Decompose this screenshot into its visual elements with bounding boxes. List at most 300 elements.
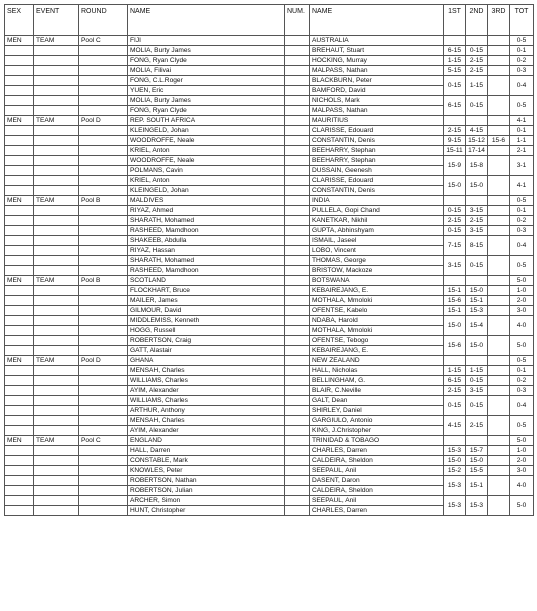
blank-cell	[34, 56, 79, 66]
blank-cell	[5, 76, 34, 86]
second-game-score: 15-0	[466, 176, 488, 196]
team-name: ENGLAND	[128, 436, 285, 446]
blank-cell	[34, 296, 79, 306]
second-game-score: 15-0	[466, 286, 488, 296]
num-cell	[285, 296, 310, 306]
score-cell	[466, 356, 488, 366]
blank-cell	[79, 56, 128, 66]
num-cell	[285, 436, 310, 446]
blank-cell	[79, 186, 128, 196]
opponent-player-name: CLARISSE, Edouard	[310, 176, 444, 186]
blank-cell	[79, 306, 128, 316]
score-cell	[488, 276, 510, 286]
blank-cell	[79, 376, 128, 386]
num-cell	[285, 346, 310, 356]
player-name: MENSAH, Charles	[128, 366, 285, 376]
first-game-score: 2-15	[444, 386, 466, 396]
blank-cell	[79, 46, 128, 56]
player-name: FONG, Ryan Clyde	[128, 56, 285, 66]
group-header-row	[5, 356, 534, 366]
second-game-score: 15-0	[466, 336, 488, 356]
blank-cell	[34, 266, 79, 276]
blank-cell	[5, 366, 34, 376]
num-cell	[285, 206, 310, 216]
team-name: SCOTLAND	[128, 276, 285, 286]
num-cell	[285, 356, 310, 366]
num-cell	[285, 146, 310, 156]
opponent-player-name: GARGIULO, Antonio	[310, 416, 444, 426]
player-name: FLOCKHART, Bruce	[128, 286, 285, 296]
opponent-player-name: HALL, Nicholas	[310, 366, 444, 376]
blank-cell	[5, 466, 34, 476]
opponent-player-name: DUSSAIN, Geenesh	[310, 166, 444, 176]
third-game-score	[488, 256, 510, 276]
opponent-player-name: KEBAIREJANG, E.	[310, 286, 444, 296]
match-total: 0-1	[510, 46, 534, 56]
blank-cell	[5, 166, 34, 176]
player-name: MOLIA, Burty James	[128, 96, 285, 106]
match-row	[5, 456, 534, 466]
round-cell: Pool D	[79, 116, 128, 126]
event-cell: TEAM	[34, 436, 79, 446]
first-game-score: 0-15	[444, 396, 466, 416]
match-total: 0-3	[510, 66, 534, 76]
num-cell	[285, 406, 310, 416]
third-game-score	[488, 456, 510, 466]
opponent-player-name: THOMAS, George	[310, 256, 444, 266]
player-name: ARTHUR, Anthony	[128, 406, 285, 416]
num-cell	[285, 286, 310, 296]
player-name: CONSTABLE, Mark	[128, 456, 285, 466]
first-game-score: 6-15	[444, 376, 466, 386]
results-sheet	[4, 4, 533, 607]
match-row	[5, 366, 534, 376]
blank-cell	[34, 486, 79, 496]
team-name: MALDIVES	[128, 196, 285, 206]
num-cell	[285, 396, 310, 406]
blank-cell	[5, 176, 34, 186]
blank-cell	[5, 306, 34, 316]
blank-cell	[5, 446, 34, 456]
opponent-player-name: CALDEIRA, Sheldon	[310, 486, 444, 496]
event-cell: TEAM	[34, 196, 79, 206]
second-game-score: 15-1	[466, 296, 488, 306]
blank-cell	[5, 426, 34, 436]
opponent-team-name: INDIA	[310, 196, 444, 206]
blank-cell	[5, 216, 34, 226]
blank-cell	[5, 506, 34, 516]
blank-cell	[34, 326, 79, 336]
first-game-score: 15-0	[444, 176, 466, 196]
num-cell	[285, 36, 310, 46]
opponent-player-name: OFENTSE, Tebogo	[310, 336, 444, 346]
third-game-score	[488, 466, 510, 476]
match-total: 4-0	[510, 316, 534, 336]
third-game-score	[488, 46, 510, 56]
blank-cell	[34, 66, 79, 76]
match-total: 4-0	[510, 476, 534, 496]
blank-cell	[5, 496, 34, 506]
match-total: 0-4	[510, 76, 534, 96]
second-game-score: 3-15	[466, 206, 488, 216]
second-game-score: 2-15	[466, 66, 488, 76]
blank-cell	[34, 376, 79, 386]
third-game-score	[488, 446, 510, 456]
blank-cell	[79, 336, 128, 346]
blank-cell	[34, 46, 79, 56]
team-total: 4-1	[510, 116, 534, 126]
blank-cell	[34, 126, 79, 136]
match-total: 0-5	[510, 96, 534, 116]
score-cell	[444, 36, 466, 46]
opponent-player-name: KANETKAR, Nikhil	[310, 216, 444, 226]
player-name: WILLIAMS, Charles	[128, 376, 285, 386]
first-game-score: 15-0	[444, 456, 466, 466]
blank-cell	[79, 346, 128, 356]
blank-cell	[79, 426, 128, 436]
num-cell	[285, 166, 310, 176]
third-game-score	[488, 76, 510, 96]
match-total: 3-0	[510, 466, 534, 476]
opponent-player-name: NICHOLS, Mark	[310, 96, 444, 106]
blank-cell	[79, 136, 128, 146]
group-header-row	[5, 436, 534, 446]
player-name: GATT, Alastair	[128, 346, 285, 356]
match-row	[5, 206, 534, 216]
match-total: 0-1	[510, 366, 534, 376]
opponent-player-name: BREHAUT, Stuart	[310, 46, 444, 56]
match-row	[5, 96, 534, 106]
match-total: 1-0	[510, 286, 534, 296]
opponent-player-name: GUPTA, Abhinshyam	[310, 226, 444, 236]
blank-cell	[5, 376, 34, 386]
blank-cell	[79, 296, 128, 306]
blank-cell	[5, 96, 34, 106]
first-game-score: 0-15	[444, 76, 466, 96]
player-name: AYIM, Alexander	[128, 426, 285, 436]
second-game-score: 0-15	[466, 46, 488, 56]
blank-cell	[5, 336, 34, 346]
blank-cell	[34, 446, 79, 456]
opponent-player-name: SEEPAUL, Anil	[310, 496, 444, 506]
first-game-score: 15-11	[444, 146, 466, 156]
first-game-score: 15-6	[444, 336, 466, 356]
match-row	[5, 126, 534, 136]
num-cell	[285, 496, 310, 506]
match-row	[5, 386, 534, 396]
blank-cell	[79, 366, 128, 376]
first-game-score: 6-15	[444, 96, 466, 116]
blank-cell	[79, 446, 128, 456]
first-game-score: 2-15	[444, 126, 466, 136]
blank-cell	[5, 226, 34, 236]
match-row	[5, 286, 534, 296]
header-name: NAME	[128, 5, 285, 36]
second-game-score: 17-14	[466, 146, 488, 156]
match-total: 0-3	[510, 386, 534, 396]
second-game-score: 0-15	[466, 396, 488, 416]
opponent-player-name: BLAIR, C.Neville	[310, 386, 444, 396]
blank-cell	[34, 106, 79, 116]
match-total: 0-2	[510, 216, 534, 226]
first-game-score: 9-15	[444, 136, 466, 146]
match-row	[5, 156, 534, 166]
blank-cell	[34, 316, 79, 326]
opponent-player-name: CHARLES, Darren	[310, 446, 444, 456]
first-game-score: 4-15	[444, 416, 466, 436]
sex-cell: MEN	[5, 36, 34, 46]
header-row	[5, 5, 534, 36]
blank-cell	[5, 126, 34, 136]
match-row	[5, 306, 534, 316]
opponent-player-name: CLARISSE, Edouard	[310, 126, 444, 136]
blank-cell	[5, 476, 34, 486]
num-cell	[285, 236, 310, 246]
num-cell	[285, 46, 310, 56]
score-cell	[466, 116, 488, 126]
third-game-score	[488, 236, 510, 256]
player-name: HOGG, Russell	[128, 326, 285, 336]
player-name: ROBERTSON, Julian	[128, 486, 285, 496]
num-cell	[285, 386, 310, 396]
opponent-player-name: LOBO, Vincent	[310, 246, 444, 256]
blank-cell	[79, 286, 128, 296]
num-cell	[285, 456, 310, 466]
match-total: 3-0	[510, 306, 534, 316]
first-game-score: 0-15	[444, 206, 466, 216]
num-cell	[285, 246, 310, 256]
blank-cell	[79, 246, 128, 256]
player-name: MENSAH, Charles	[128, 416, 285, 426]
first-game-score: 7-15	[444, 236, 466, 256]
blank-cell	[5, 286, 34, 296]
third-game-score	[488, 416, 510, 436]
score-cell	[488, 36, 510, 46]
opponent-player-name: MOTHALA, Mmoloki	[310, 326, 444, 336]
opponent-player-name: BLACKBURN, Peter	[310, 76, 444, 86]
header-first-game: 1ST	[444, 5, 466, 36]
match-total: 5-0	[510, 496, 534, 516]
match-total: 0-2	[510, 376, 534, 386]
third-game-score	[488, 206, 510, 216]
opponent-player-name: BEEHARRY, Stephan	[310, 146, 444, 156]
third-game-score	[488, 96, 510, 116]
first-game-score: 15-3	[444, 476, 466, 496]
group-header-row	[5, 196, 534, 206]
player-name: MAILER, James	[128, 296, 285, 306]
opponent-player-name: NDABA, Harold	[310, 316, 444, 326]
blank-cell	[79, 326, 128, 336]
player-name: KLEINGELD, Johan	[128, 186, 285, 196]
opponent-player-name: BEEHARRY, Stephan	[310, 156, 444, 166]
num-cell	[285, 76, 310, 86]
score-cell	[466, 36, 488, 46]
blank-cell	[79, 316, 128, 326]
second-game-score: 15-4	[466, 316, 488, 336]
blank-cell	[5, 486, 34, 496]
player-name: ROBERTSON, Craig	[128, 336, 285, 346]
second-game-score: 2-15	[466, 56, 488, 66]
match-total: 0-5	[510, 256, 534, 276]
first-game-score: 5-15	[444, 66, 466, 76]
opponent-player-name: SHIRLEY, Daniel	[310, 406, 444, 416]
player-name: MOLIA, Burty James	[128, 46, 285, 56]
match-total: 4-1	[510, 176, 534, 196]
third-game-score	[488, 306, 510, 316]
match-row	[5, 416, 534, 426]
player-name: FONG, C.L.Roger	[128, 76, 285, 86]
player-name: AYIM, Alexander	[128, 386, 285, 396]
match-row	[5, 336, 534, 346]
third-game-score	[488, 296, 510, 306]
match-total: 0-1	[510, 126, 534, 136]
blank-cell	[5, 46, 34, 56]
blank-cell	[34, 136, 79, 146]
team-name: REP. SOUTH AFRICA	[128, 116, 285, 126]
blank-cell	[5, 316, 34, 326]
score-cell	[466, 276, 488, 286]
match-row	[5, 316, 534, 326]
blank-cell	[34, 306, 79, 316]
num-cell	[285, 426, 310, 436]
score-cell	[488, 196, 510, 206]
num-cell	[285, 186, 310, 196]
match-row	[5, 446, 534, 456]
event-cell: TEAM	[34, 36, 79, 46]
blank-cell	[79, 146, 128, 156]
blank-cell	[79, 256, 128, 266]
match-row	[5, 376, 534, 386]
third-game-score	[488, 336, 510, 356]
second-game-score: 15-5	[466, 466, 488, 476]
blank-cell	[5, 186, 34, 196]
team-name: FIJI	[128, 36, 285, 46]
blank-cell	[79, 76, 128, 86]
third-game-score	[488, 156, 510, 176]
second-game-score: 15-1	[466, 476, 488, 496]
round-cell: Pool B	[79, 276, 128, 286]
num-cell	[285, 366, 310, 376]
score-cell	[444, 116, 466, 126]
blank-cell	[79, 126, 128, 136]
opponent-player-name: PULLELA, Gopi Chand	[310, 206, 444, 216]
blank-cell	[34, 456, 79, 466]
match-row	[5, 76, 534, 86]
score-cell	[444, 436, 466, 446]
opponent-player-name: SEEPAUL, Anil	[310, 466, 444, 476]
opponent-player-name: CHARLES, Darren	[310, 506, 444, 516]
results-body	[5, 36, 534, 516]
blank-cell	[34, 476, 79, 486]
blank-cell	[79, 226, 128, 236]
second-game-score: 3-15	[466, 226, 488, 236]
player-name: WILLIAMS, Charles	[128, 396, 285, 406]
blank-cell	[5, 146, 34, 156]
blank-cell	[34, 176, 79, 186]
blank-cell	[34, 346, 79, 356]
blank-cell	[5, 86, 34, 96]
score-cell	[444, 276, 466, 286]
score-cell	[488, 436, 510, 446]
second-game-score: 15-3	[466, 306, 488, 316]
player-name: SHARATH, Mohamed	[128, 256, 285, 266]
header-sex: SEX	[5, 5, 34, 36]
match-row	[5, 236, 534, 246]
first-game-score: 15-1	[444, 306, 466, 316]
third-game-score	[488, 56, 510, 66]
match-total: 2-0	[510, 296, 534, 306]
score-cell	[488, 356, 510, 366]
blank-cell	[34, 146, 79, 156]
blank-cell	[34, 86, 79, 96]
player-name: ROBERTSON, Nathan	[128, 476, 285, 486]
header-num: NUM.	[285, 5, 310, 36]
blank-cell	[34, 426, 79, 436]
first-game-score: 6-15	[444, 46, 466, 56]
team-total: 0-5	[510, 356, 534, 366]
match-total: 1-1	[510, 136, 534, 146]
blank-cell	[79, 456, 128, 466]
player-name: RIYAZ, Hassan	[128, 246, 285, 256]
match-total: 0-3	[510, 226, 534, 236]
first-game-score: 15-3	[444, 446, 466, 456]
header-third-game: 3RD	[488, 5, 510, 36]
second-game-score: 0-15	[466, 376, 488, 386]
player-name: RIYAZ, Ahmed	[128, 206, 285, 216]
team-total: 0-5	[510, 36, 534, 46]
match-total: 0-4	[510, 236, 534, 256]
player-name: MOLIA, Filivai	[128, 66, 285, 76]
opponent-team-name: TRINIDAD & TOBAGO	[310, 436, 444, 446]
opponent-player-name: KEBAIREJANG, E.	[310, 346, 444, 356]
opponent-player-name: HOCKING, Murray	[310, 56, 444, 66]
blank-cell	[34, 256, 79, 266]
match-total: 3-1	[510, 156, 534, 176]
results-table	[4, 4, 534, 516]
match-row	[5, 216, 534, 226]
third-game-score	[488, 66, 510, 76]
blank-cell	[79, 106, 128, 116]
round-cell: Pool D	[79, 356, 128, 366]
blank-cell	[5, 386, 34, 396]
num-cell	[285, 106, 310, 116]
score-cell	[466, 436, 488, 446]
blank-cell	[5, 256, 34, 266]
opponent-player-name: CONSTANTIN, Denis	[310, 136, 444, 146]
first-game-score: 1-15	[444, 366, 466, 376]
sex-cell: MEN	[5, 356, 34, 366]
player-name: KNOWLES, Peter	[128, 466, 285, 476]
blank-cell	[79, 216, 128, 226]
num-cell	[285, 336, 310, 346]
second-game-score: 15-3	[466, 496, 488, 516]
blank-cell	[34, 406, 79, 416]
second-game-score: 2-15	[466, 216, 488, 226]
third-game-score	[488, 366, 510, 376]
blank-cell	[79, 96, 128, 106]
opponent-player-name: KING, J.Christopher	[310, 426, 444, 436]
num-cell	[285, 96, 310, 106]
team-total: 0-5	[510, 196, 534, 206]
blank-cell	[34, 416, 79, 426]
opponent-player-name: DASENT, Daron	[310, 476, 444, 486]
blank-cell	[79, 496, 128, 506]
num-cell	[285, 306, 310, 316]
opponent-player-name: BAMFORD, David	[310, 86, 444, 96]
third-game-score	[488, 146, 510, 156]
match-total: 5-0	[510, 336, 534, 356]
round-cell: Pool B	[79, 196, 128, 206]
